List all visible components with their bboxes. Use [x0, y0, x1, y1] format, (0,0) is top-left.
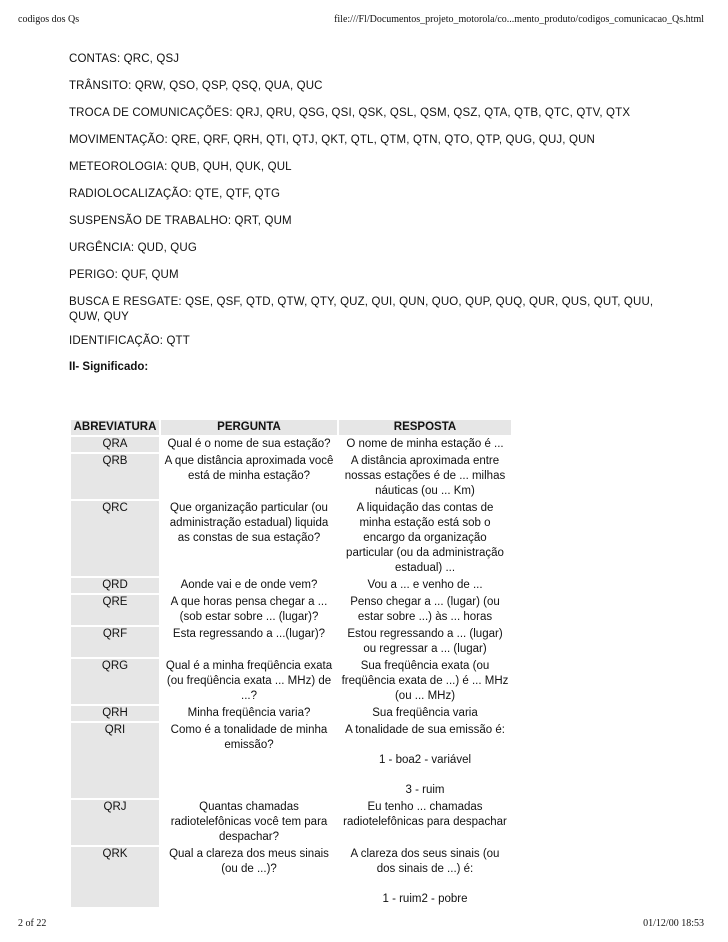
answer-option: 1 - boa2 - variável [378, 754, 472, 766]
answer-text: A clareza dos seus sinais (ou dos sinais de ...) é: [350, 848, 500, 875]
category-transito: TRÂNSITO: QRW, QSO, QSP, QSQ, QUA, QUC [69, 80, 323, 92]
codes-table [69, 418, 513, 909]
answer-text: A tonalidade de sua emissão é: [345, 724, 505, 736]
category-perigo: PERIGO: QUF, QUM [69, 269, 179, 281]
question-cell: Qual a clareza dos meus sinais (ou de ...)? [169, 848, 329, 875]
question-cell: Minha freqüência varia? [187, 707, 311, 719]
code-cell: QRE [71, 595, 159, 625]
page-number: 2 of 22 [18, 918, 47, 929]
answer-cell: Sua freqüência exata (ou freqüência exata de ...) é ... MHz (ou ... MHz) [341, 660, 509, 702]
category-suspensao: SUSPENSÃO DE TRABALHO: QRT, QUM [69, 215, 292, 227]
category-contas: CONTAS: QRC, QSJ [69, 53, 180, 65]
category-troca: TROCA DE COMUNICAÇÕES: QRJ, QRU, QSG, QSI, QSK, QSL, QSM, QSZ, QTA, QTB, QTC, QTV, QTX [69, 107, 631, 119]
question-cell: Qual é a minha freqüência exata (ou freqüência exata ... MHz) de ...? [165, 660, 333, 702]
code-cell: QRG [71, 659, 159, 704]
code-cell: QRB [71, 454, 159, 499]
answer-cell: Estou regressando a ... (lugar) ou regressar a ... (lugar) [347, 628, 503, 655]
header-title: codigos dos Qs [18, 14, 80, 25]
category-radiolocalizacao: RADIOLOCALIZAÇÃO: QTE, QTF, QTG [69, 188, 281, 200]
question-cell: A que horas pensa chegar a ... (sob estar sobre ... (lugar)? [170, 596, 328, 623]
table-row [71, 847, 511, 907]
question-cell: Aonde vai e de onde vem? [180, 579, 318, 591]
answer-option: 1 - ruim2 - pobre [382, 893, 468, 905]
category-busca: BUSCA E RESGATE: QSE, QSF, QTD, QTW, QTY, QUZ, QUI, QUN, QUO, QUP, QUQ, QUR, QUS, QUT, QUU, QUW, QUY [69, 296, 654, 323]
category-movimentacao: MOVIMENTAÇÃO: QRE, QRF, QRH, QTI, QTJ, QKT, QTL, QTM, QTN, QTO, QTP, QUG, QUJ, QUN [69, 134, 595, 146]
answer-cell: O nome de minha estação é ... [346, 438, 504, 450]
code-cell: QRJ [71, 800, 159, 845]
table-row [71, 800, 511, 845]
question-cell: A que distância aproximada você está de minha estação? [164, 455, 334, 482]
table-row [71, 706, 511, 721]
table-row [71, 454, 511, 499]
table-row [71, 723, 511, 798]
answer-option: 3 - ruim [405, 784, 445, 796]
question-cell: Esta regressando a ...(lugar)? [172, 628, 326, 640]
col-header-pergunta: PERGUNTA [161, 420, 337, 435]
question-cell: Qual é o nome de sua estação? [167, 438, 331, 450]
table-header-row [71, 420, 511, 435]
question-cell: Como é a tonalidade de minha emissão? [170, 724, 328, 751]
section-title: II- Significado: [69, 361, 149, 373]
answer-cell: A liquidação das contas de minha estação está sob o encargo da organização particular (ou da administração estadual) ... [346, 502, 504, 574]
question-cell: Quantas chamadas radiotelefônicas você tem para despachar? [170, 801, 328, 843]
table-row [71, 659, 511, 704]
category-urgencia: URGÊNCIA: QUD, QUG [69, 242, 197, 254]
code-cell: QRH [71, 706, 159, 721]
table-row [71, 501, 511, 576]
answer-cell: Sua freqüência varia [372, 707, 478, 719]
table-row [71, 595, 511, 625]
code-cell: QRK [71, 847, 159, 907]
code-cell: QRF [71, 627, 159, 657]
header-url: file:///Fl/Documentos_projeto_motorola/co...mento_produto/codigos_comunicacao_Qs.html [334, 14, 704, 25]
answer-cell: Penso chegar a ... (lugar) (ou estar sobre ...) às ... horas [350, 596, 500, 623]
table-row [71, 437, 511, 452]
answer-cell: A distância aproximada entre nossas estações é de ... milhas náuticas (ou ... Km) [344, 455, 506, 497]
code-cell: QRI [71, 723, 159, 798]
table-row [71, 578, 511, 593]
table-row [71, 627, 511, 657]
answer-cell: Vou a ... e venho de ... [367, 579, 483, 591]
question-cell: Que organização particular (ou administração estadual) liquida as constas de sua estação? [169, 502, 329, 544]
col-header-abreviatura: ABREVIATURA [71, 420, 159, 435]
code-cell: QRC [71, 501, 159, 576]
answer-cell [339, 847, 511, 907]
print-timestamp: 01/12/00 18:53 [643, 918, 704, 929]
code-cell: QRD [71, 578, 159, 593]
category-meteorologia: METEOROLOGIA: QUB, QUH, QUK, QUL [69, 161, 292, 173]
code-cell: QRA [71, 437, 159, 452]
col-header-resposta: RESPOSTA [339, 420, 511, 435]
answer-cell: Eu tenho ... chamadas radiotelefônicas para despachar [343, 801, 507, 828]
category-identificacao: IDENTIFICAÇÃO: QTT [69, 335, 190, 347]
answer-cell [339, 723, 511, 798]
